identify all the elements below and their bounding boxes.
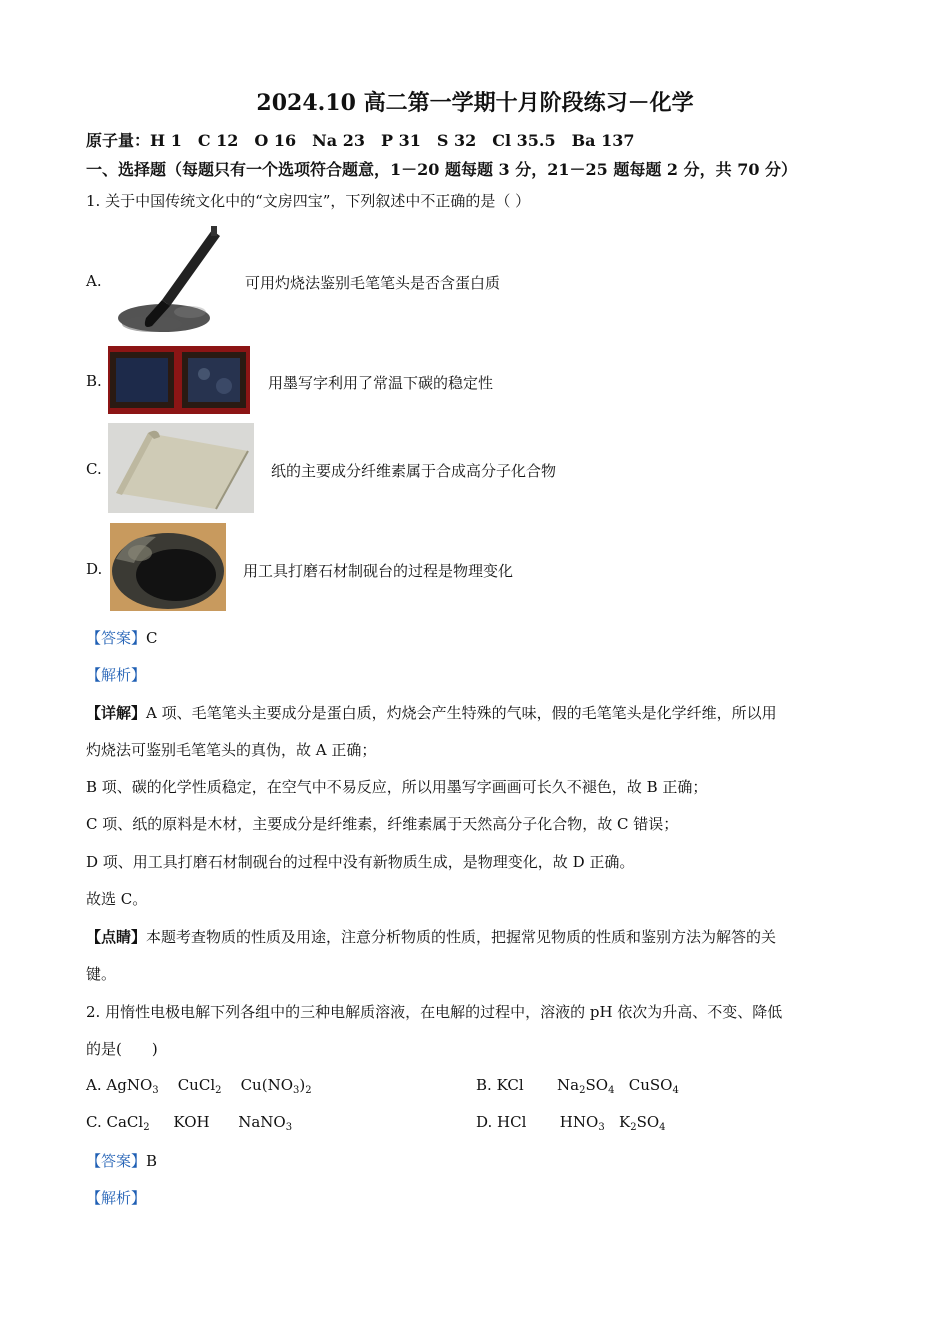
formula-cuno32: Cu(NO — [240, 1076, 293, 1094]
q1-option-d-letter: D. — [86, 560, 103, 578]
q2-option-a-letter: A. — [86, 1076, 102, 1094]
formula-na2so4: Na — [557, 1076, 580, 1094]
q1-comment-text1: 本题考查物质的性质及用途，注意分析物质的性质，把握常见物质的性质和鉴别方法为解答的关 — [146, 928, 777, 946]
q2-option-a — [86, 1076, 312, 1094]
formula-agno3: AgNO — [106, 1076, 153, 1094]
q2-option-b — [476, 1076, 679, 1094]
paper-scroll-image — [108, 423, 254, 513]
formula-cucl2: CuCl — [177, 1076, 216, 1094]
page-title: 2024.10 高二第一学期十月阶段练习－化学 — [256, 90, 694, 116]
q1-answer-value: C — [146, 629, 158, 647]
q1-option-a-text: 可用灼烧法鉴别毛笔笔头是否含蛋白质 — [245, 274, 501, 292]
q1-option-a-letter: A. — [86, 272, 102, 290]
subscript: 3 — [285, 1122, 293, 1133]
q1-answer — [86, 627, 158, 648]
q1-option-d-text: 用工具打磨石材制砚台的过程是物理变化 — [243, 562, 514, 580]
q1-detail-d: D 项、用工具打磨石材制砚台的过程中没有新物质生成，是物理变化，故 D 正确。 — [86, 853, 635, 871]
formula-hcl: HCl — [497, 1113, 527, 1131]
subscript: 2 — [143, 1122, 150, 1133]
q2-answer — [86, 1150, 157, 1171]
q1-option-c-letter: C. — [86, 460, 102, 478]
section-heading: 一、选择题（每题只有一个选项符合题意，1－20 题每题 3 分，21－25 题每题 2 分，共 70 分） — [86, 160, 798, 179]
subscript: 2 — [579, 1085, 586, 1096]
q2-option-c-letter: C. — [86, 1113, 102, 1131]
q1-option-b-letter: B. — [86, 372, 102, 390]
subscript: 4 — [672, 1085, 679, 1096]
formula-nano3: NaNO — [238, 1113, 286, 1131]
q2-stem-line1: 2. 用惰性电极电解下列各组中的三种电解质溶液，在电解的过程中，溶液的 pH 依次为升高、不变、降低 — [86, 1003, 783, 1021]
q1-comment-line1 — [86, 926, 776, 947]
paren: ) — [299, 1076, 306, 1094]
subscript: 2 — [215, 1085, 222, 1096]
formula-cuso4: CuSO — [628, 1076, 673, 1094]
q2-option-c — [86, 1113, 292, 1131]
q1-comment-line2: 键。 — [86, 965, 117, 983]
q2-option-d-letter: D. — [476, 1113, 493, 1131]
q2-answer-value: B — [146, 1152, 158, 1170]
q1-detail-text1: A 项、毛笔笔头主要成分是蛋白质，灼烧会产生特殊的气味，假的毛笔笔头是化学纤维，所以用 — [146, 704, 777, 722]
subscript: 2 — [305, 1085, 312, 1096]
q1-analysis-tag: 【解析】 — [86, 666, 147, 684]
atomic-mass-line: 原子量：H 1 C 12 O 16 Na 23 P 31 S 32 Cl 35.5 Ba 137 — [86, 131, 635, 150]
q1-answer-tag: 【答案】 — [86, 629, 147, 647]
formula-cacl2: CaCl — [106, 1113, 144, 1131]
formula-kcl: KCl — [496, 1076, 524, 1094]
subscript: 4 — [659, 1122, 666, 1133]
subscript: 2 — [630, 1122, 637, 1133]
q2-analysis-tag: 【解析】 — [86, 1189, 147, 1207]
brush-image — [112, 226, 232, 338]
q2-stem-line2: 的是( ) — [86, 1040, 158, 1058]
q1-conclusion: 故选 C。 — [86, 890, 148, 908]
subscript: 4 — [608, 1085, 615, 1096]
q1-detail-tag: 【详解】 — [86, 704, 147, 722]
formula-hno3: HNO — [559, 1113, 599, 1131]
formula-part: SO — [636, 1113, 660, 1131]
formula-part: SO — [585, 1076, 609, 1094]
ink-box-image — [108, 346, 250, 414]
inkstone-image — [110, 523, 226, 611]
q1-detail-b: B 项、碳的化学性质稳定，在空气中不易反应，所以用墨写字画画可长久不褪色，故 B 正确； — [86, 778, 708, 796]
subscript: 3 — [598, 1122, 605, 1133]
q1-stem: 1. 关于中国传统文化中的“文房四宝”，下列叙述中不正确的是（ ） — [86, 192, 531, 210]
q1-comment-tag: 【点睛】 — [86, 928, 147, 946]
q1-detail-line1 — [86, 702, 777, 723]
formula-k2so4: K — [619, 1113, 631, 1131]
q2-option-b-letter: B. — [476, 1076, 492, 1094]
subscript: 3 — [152, 1085, 159, 1096]
formula-koh: KOH — [173, 1113, 210, 1131]
subscript: 3 — [293, 1085, 300, 1096]
q2-option-d — [476, 1113, 666, 1131]
q2-answer-tag: 【答案】 — [86, 1152, 147, 1170]
q1-option-c-text: 纸的主要成分纤维素属于合成高分子化合物 — [271, 462, 557, 480]
q1-detail-c: C 项、纸的原料是木材，主要成分是纤维素，纤维素属于天然高分子化合物，故 C 错误； — [86, 815, 679, 833]
q1-detail-line2: 灼烧法可鉴别毛笔笔头的真伪，故 A 正确； — [86, 741, 377, 759]
q1-option-b-text: 用墨写字利用了常温下碳的稳定性 — [268, 374, 494, 392]
